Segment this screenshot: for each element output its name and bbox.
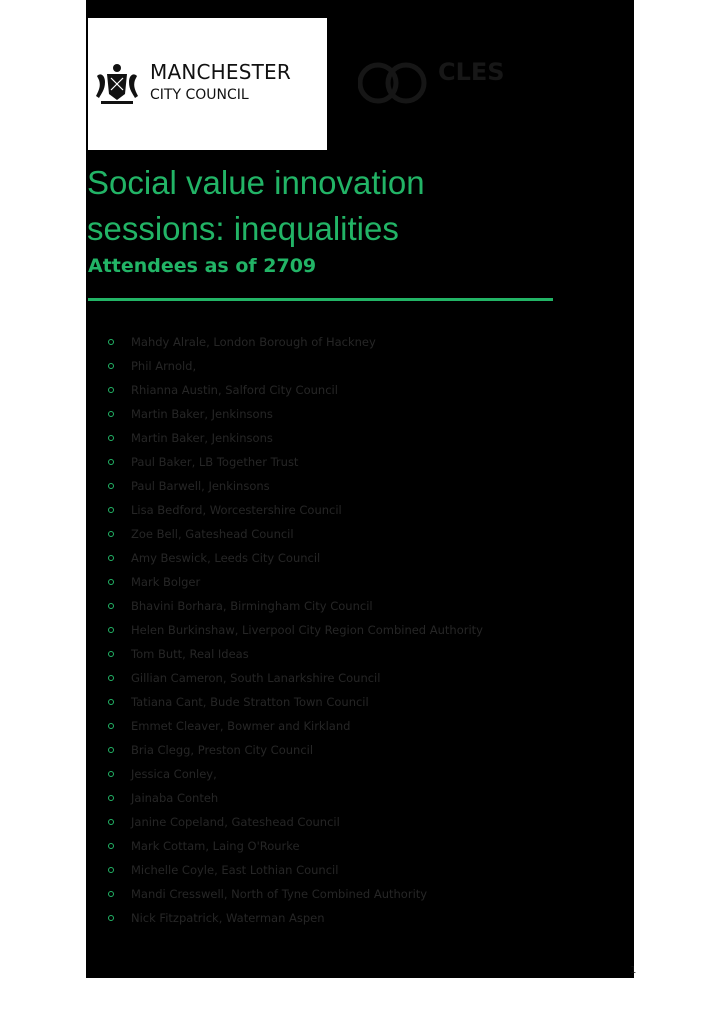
attendee-item <box>108 426 483 450</box>
cles-logo <box>358 58 518 108</box>
attendee-name: Nick Fitzpatrick, Waterman Aspen <box>131 911 325 925</box>
attendee-item <box>108 354 483 378</box>
attendee-item <box>108 570 483 594</box>
attendee-name: Bria Clegg, Preston City Council <box>131 743 314 757</box>
bullet-icon <box>108 651 114 657</box>
attendee-item <box>108 498 483 522</box>
attendee-name: Rhianna Austin, Salford City Council <box>131 383 338 397</box>
attendee-item <box>108 810 483 834</box>
council-wordmark <box>150 62 291 102</box>
attendee-name: Amy Beswick, Leeds City Council <box>131 551 321 565</box>
attendee-item <box>108 834 483 858</box>
attendee-item <box>108 738 483 762</box>
bullet-icon <box>108 675 114 681</box>
attendee-item <box>108 690 483 714</box>
attendee-name: Helen Burkinshaw, Liverpool City Region Combined Authority <box>131 623 483 637</box>
bullet-icon <box>108 771 114 777</box>
bullet-icon <box>108 435 114 441</box>
attendee-name: Tatiana Cant, Bude Stratton Town Council <box>131 695 369 709</box>
attendee-name: Tom Butt, Real Ideas <box>131 647 249 661</box>
divider <box>88 298 553 301</box>
attendee-name: Martin Baker, Jenkinsons <box>131 407 273 421</box>
page-number: 1 <box>630 965 637 976</box>
attendee-item <box>108 882 483 906</box>
bullet-icon <box>108 507 114 513</box>
bullet-icon <box>108 867 114 873</box>
attendee-name: Phil Arnold, <box>131 359 197 373</box>
council-name-line1: MANCHESTER <box>150 60 291 84</box>
attendee-name: Mark Cottam, Laing O'Rourke <box>131 839 300 853</box>
bullet-icon <box>108 915 114 921</box>
bullet-icon <box>108 603 114 609</box>
attendee-item <box>108 786 483 810</box>
attendee-name: Paul Barwell, Jenkinsons <box>131 479 270 493</box>
bullet-icon <box>108 387 114 393</box>
attendee-item <box>108 474 483 498</box>
attendee-item <box>108 666 483 690</box>
attendee-name: Lisa Bedford, Worcestershire Council <box>131 503 342 517</box>
attendee-item <box>108 402 483 426</box>
attendee-item <box>108 906 483 930</box>
attendee-name: Zoe Bell, Gateshead Council <box>131 527 294 541</box>
attendee-name: Mahdy Alrale, London Borough of Hackney <box>131 335 376 349</box>
bullet-icon <box>108 795 114 801</box>
attendee-item <box>108 594 483 618</box>
bullet-icon <box>108 627 114 633</box>
bullet-icon <box>108 723 114 729</box>
attendee-name: Martin Baker, Jenkinsons <box>131 431 273 445</box>
attendee-list <box>108 330 483 930</box>
attendee-item <box>108 522 483 546</box>
bullet-icon <box>108 555 114 561</box>
attendee-item <box>108 858 483 882</box>
attendee-name: Jessica Conley, <box>131 767 217 781</box>
cles-wordmark: CLES <box>438 58 505 86</box>
attendee-name: Mark Bolger <box>131 575 201 589</box>
attendee-item <box>108 618 483 642</box>
attendee-name: Michelle Coyle, East Lothian Council <box>131 863 339 877</box>
attendee-name: Gillian Cameron, South Lanarkshire Council <box>131 671 381 685</box>
bullet-icon <box>108 411 114 417</box>
attendee-name: Mandi Cresswell, North of Tyne Combined Authority <box>131 887 428 901</box>
attendee-item <box>108 762 483 786</box>
council-name-line2: CITY COUNCIL <box>150 87 249 103</box>
bullet-icon <box>108 891 114 897</box>
attendee-name: Emmet Cleaver, Bowmer and Kirkland <box>131 719 351 733</box>
attendee-name: Jainaba Conteh <box>131 791 219 805</box>
bullet-icon <box>108 459 114 465</box>
page-title: Social value innovation sessions: inequalities <box>87 164 425 247</box>
bullet-icon <box>108 819 114 825</box>
bullet-icon <box>108 699 114 705</box>
bullet-icon <box>108 531 114 537</box>
bullet-icon <box>108 339 114 345</box>
attendee-name: Paul Baker, LB Together Trust <box>131 455 299 469</box>
attendee-item <box>108 330 483 354</box>
page-subtitle: Attendees as of 2709 <box>88 255 317 277</box>
attendee-name: Janine Copeland, Gateshead Council <box>131 815 340 829</box>
bullet-icon <box>108 483 114 489</box>
attendee-item <box>108 378 483 402</box>
attendee-item <box>108 714 483 738</box>
manchester-city-council-logo <box>88 18 327 150</box>
bullet-icon <box>108 579 114 585</box>
bullet-icon <box>108 747 114 753</box>
attendee-item <box>108 546 483 570</box>
bullet-icon <box>108 843 114 849</box>
bullet-icon <box>108 363 114 369</box>
coat-of-arms-icon <box>93 60 141 108</box>
attendee-name: Bhavini Borhara, Birmingham City Council <box>131 599 373 613</box>
linked-rings-icon <box>358 58 434 108</box>
attendee-item <box>108 642 483 666</box>
attendee-item <box>108 450 483 474</box>
